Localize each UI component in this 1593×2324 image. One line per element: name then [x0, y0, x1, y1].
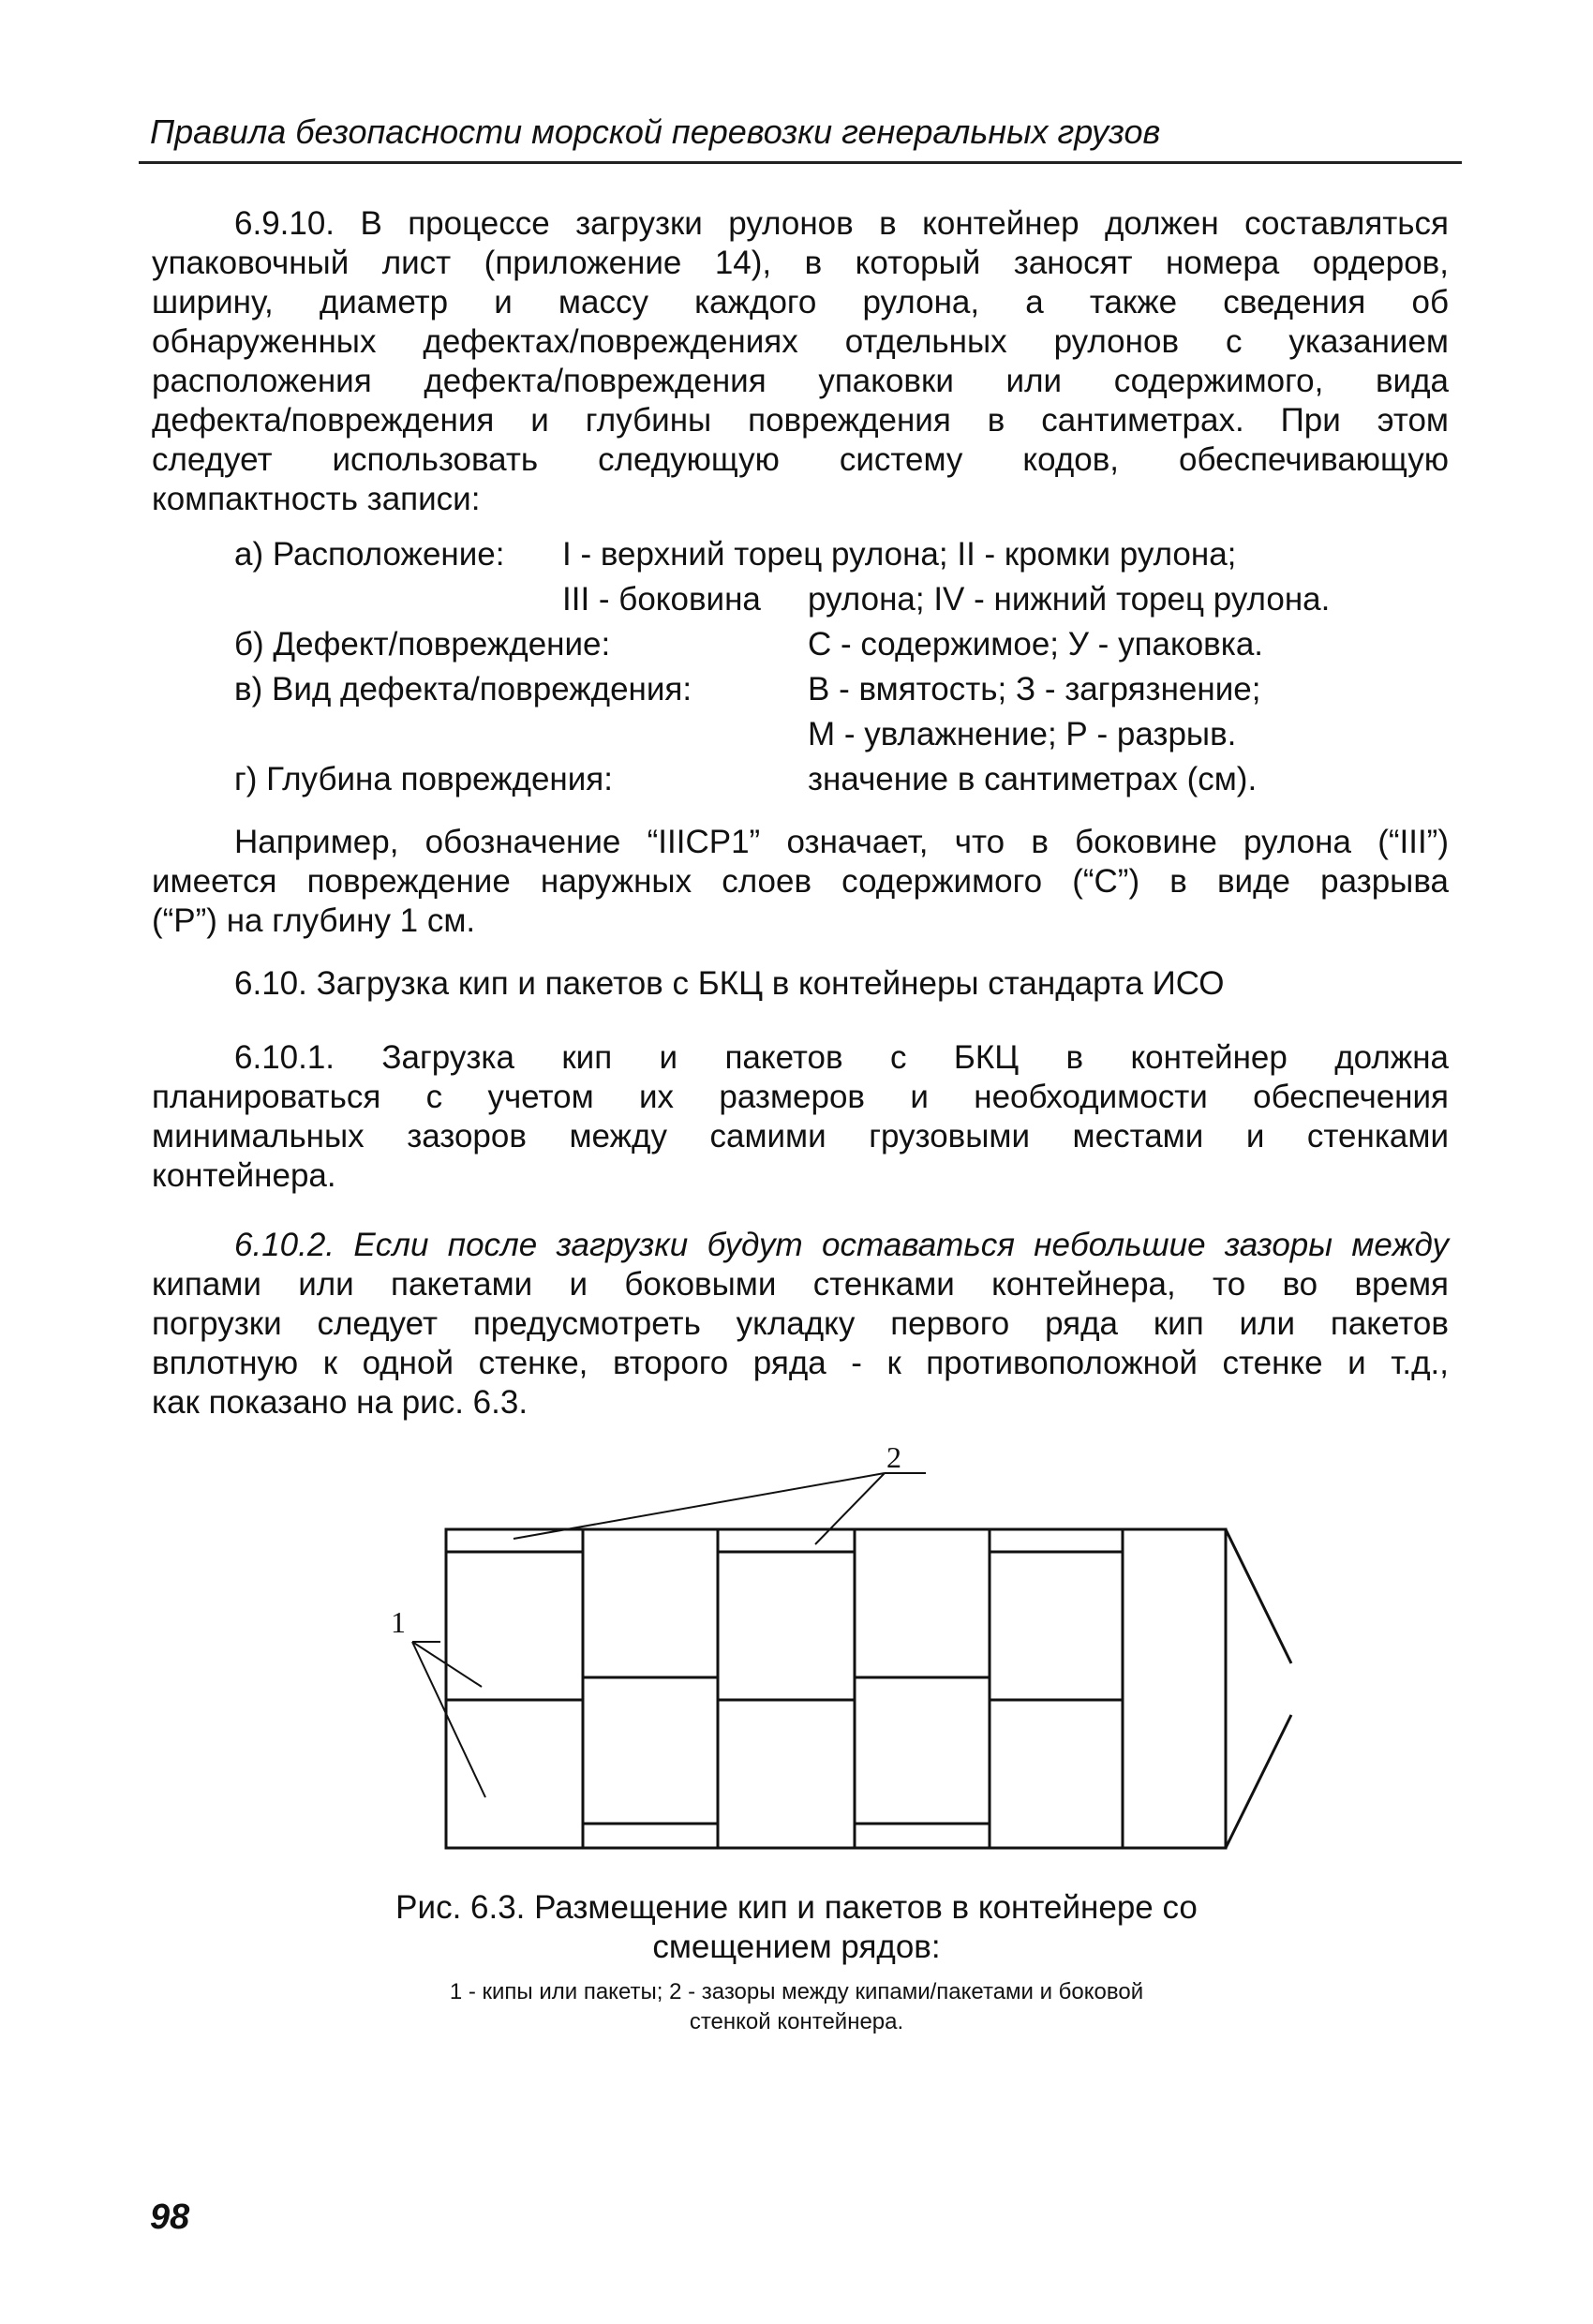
running-header-title: Правила безопасности морской перевозки генеральных грузов: [150, 112, 1161, 151]
paragraph-line: следует использовать следующую систему кодов, обеспечивающую: [152, 441, 1449, 478]
paragraph-line: имеется повреждение наружных слоев содержимого (“С”) в виде разрыва: [152, 863, 1449, 900]
paragraph-line: расположения дефекта/повреждения упаковки или содержимого, вида: [152, 363, 1449, 399]
code-c-value: М - увлажнение; Р - разрыв.: [808, 716, 1237, 752]
figure-label-1: 1: [391, 1605, 406, 1639]
figure-legend-line: 1 - кипы или пакеты; 2 - зазоры между кипами/пакетами и боковой: [449, 1979, 1144, 2004]
figure-caption-line: смещением рядов:: [652, 1929, 941, 1965]
paragraph-line: ширину, диаметр и массу каждого рулона, а также сведения об: [152, 284, 1449, 320]
paragraph-line: 6.10.1. Загрузка кип и пакетов с БКЦ в контейнер должна: [234, 1039, 1449, 1076]
paragraph-line: вплотную к одной стенке, второго ряда - к противоположной стенке и т.д.,: [152, 1345, 1449, 1381]
paragraph-line: упаковочный лист (приложение 14), в который заносят номера ордеров,: [152, 245, 1449, 281]
paragraph-line: контейнера.: [152, 1157, 336, 1194]
paragraph-line: дефекта/повреждения и глубины повреждения в сантиметрах. При этом: [152, 402, 1449, 439]
paragraph-6-9-10: [152, 204, 1449, 519]
container-loading-diagram: [375, 1434, 1312, 1865]
page-number: 98: [150, 2197, 190, 2237]
running-header: [139, 105, 1462, 164]
paragraph-line: погрузки следует предусмотреть укладку первого ряда кип или пакетов: [152, 1305, 1449, 1342]
container-outline: [446, 1529, 1226, 1848]
code-d-value: значение в сантиметрах (см).: [808, 761, 1258, 797]
paragraph-line: (“Р”) на глубину 1 см.: [152, 902, 476, 939]
figure-legend-line: стенкой контейнера.: [689, 2009, 904, 2034]
code-a-value: I - верхний торец рулона; II - кромки рулона;: [562, 536, 1237, 573]
code-c-value: В - вмятость; З - загрязнение;: [808, 671, 1261, 708]
code-b-label: б) Дефект/повреждение:: [234, 626, 611, 663]
paragraph-6-10-1: [152, 1038, 1449, 1196]
paragraph-line: кипами или пакетами и боковыми стенками контейнера, то во время: [152, 1266, 1449, 1303]
section-heading: 6.10. Загрузка кип и пакетов с БКЦ в контейнеры стандарта ИСО: [234, 965, 1225, 1002]
paragraph-line: компактность записи:: [152, 481, 481, 517]
paragraph-example: [152, 823, 1449, 941]
paragraph-line: обнаруженных дефектах/повреждениях отдельных рулонов с указанием: [152, 323, 1449, 360]
paragraph-line: как показано на рис. 6.3.: [152, 1384, 529, 1421]
code-a-value: III - боковина: [562, 581, 761, 618]
paragraph-line: планироваться с учетом их размеров и необходимости обеспечения: [152, 1079, 1449, 1115]
figure-caption-line: Рис. 6.3. Размещение кип и пакетов в контейнере со: [395, 1889, 1198, 1926]
code-c-label: в) Вид дефекта/повреждения:: [234, 671, 692, 708]
paragraph-line: 6.9.10. В процессе загрузки рулонов в контейнер должен составляться: [234, 205, 1449, 242]
figure-label-2: 2: [886, 1440, 901, 1474]
paragraph-line: минимальных зазоров между самими грузовыми местами и стенками: [152, 1118, 1449, 1155]
code-a-value: рулона; IV - нижний торец рулона.: [808, 581, 1331, 618]
paragraph-line: 6.10.2. Если после загрузки будут оставаться небольшие зазоры между: [234, 1227, 1449, 1263]
figure-legend: [234, 1977, 1359, 2037]
code-a-label: а) Расположение:: [234, 536, 505, 573]
paragraph-line: Например, обозначение “IIICP1” означает, что в боковине рулона (“III”): [234, 824, 1449, 860]
paragraph-6-10-2: [152, 1226, 1449, 1423]
code-d-label: г) Глубина повреждения:: [234, 761, 613, 797]
code-b-value: С - содержимое; У - упаковка.: [808, 626, 1264, 663]
figure-caption: [234, 1888, 1359, 1967]
